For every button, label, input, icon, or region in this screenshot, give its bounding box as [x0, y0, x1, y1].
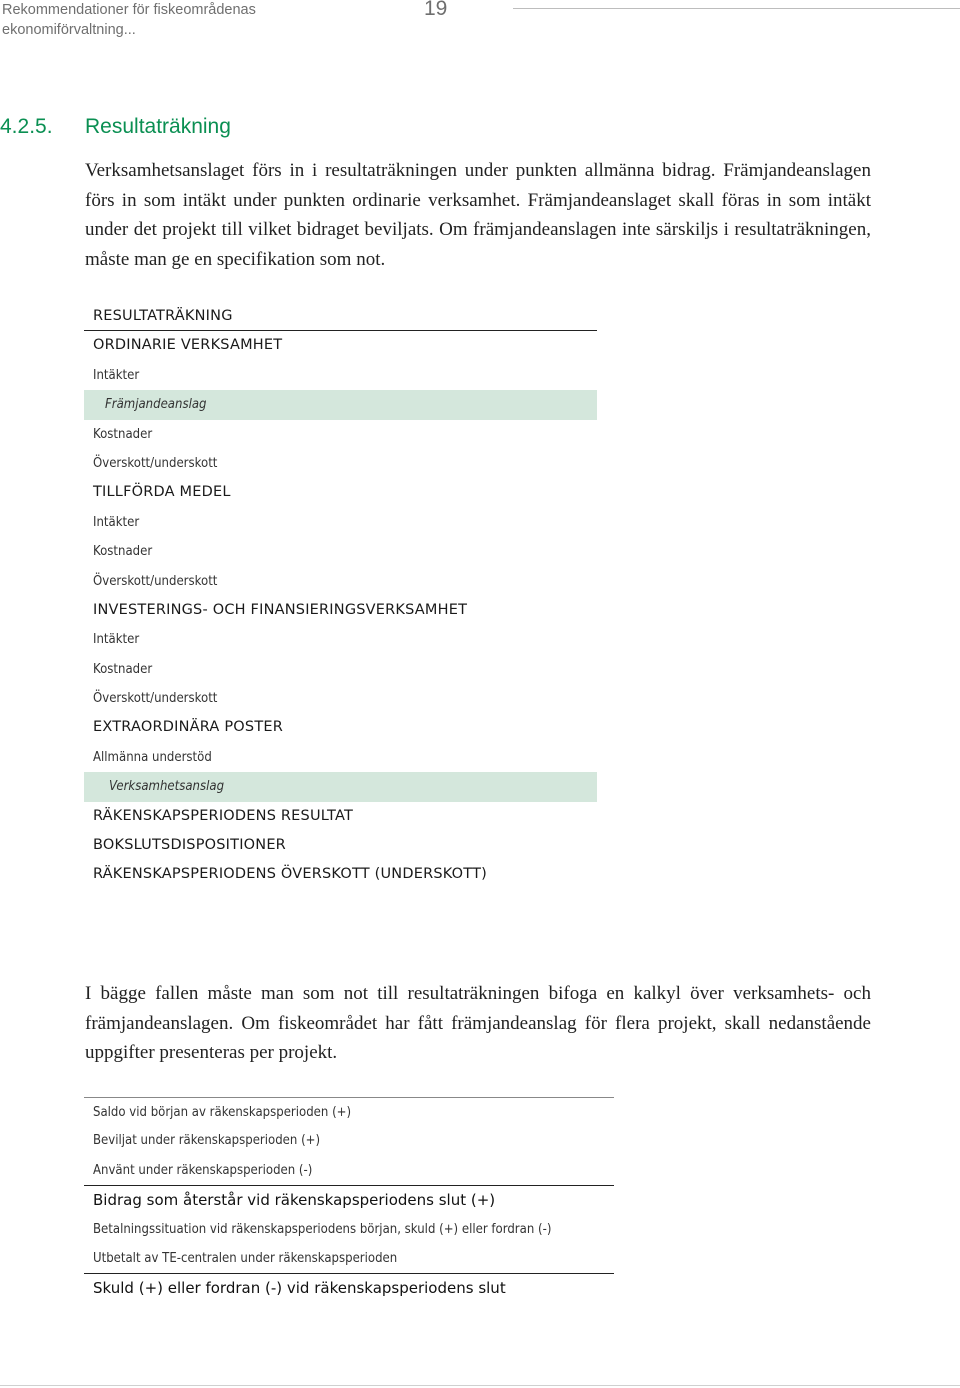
income-statement-row: [84, 478, 597, 507]
running-title-line1: Rekommendationer för fiskeområdenas: [2, 2, 256, 18]
section-number: 4.2.5.: [0, 115, 53, 138]
income-statement-row-label: Verksamhetsanslag: [109, 778, 225, 795]
income-statement-row: [84, 537, 597, 566]
income-statement-row-label: TILLFÖRDA MEDEL: [93, 484, 231, 501]
income-statement-row-label: INVESTERINGS- OCH FINANSIERINGSVERKSAMHET: [93, 601, 468, 618]
running-title-line2: ekonomiförvaltning...: [2, 22, 136, 38]
income-statement-row: [84, 390, 597, 419]
income-statement-row: [84, 567, 597, 596]
grant-specification-row: [84, 1273, 614, 1302]
grant-specification-row-label: Skuld (+) eller fordran (-) vid räkenskapsperiodens slut: [93, 1279, 506, 1298]
income-statement-row: [84, 331, 597, 360]
income-statement-row: [84, 625, 597, 654]
grant-specification-row-label: Bidrag som återstår vid räkenskapsperiodens slut (+): [93, 1191, 496, 1210]
income-statement-row: [84, 302, 597, 331]
income-statement-row-label: Intäkter: [93, 631, 140, 648]
income-statement-row-label: RESULTATRÄKNING: [93, 308, 233, 324]
income-statement-row: [84, 361, 597, 390]
income-statement-row-label: Kostnader: [93, 660, 153, 677]
income-statement-row-label: Främjandeanslag: [105, 396, 207, 413]
income-statement-row-label: EXTRAORDINÄRA POSTER: [93, 719, 284, 736]
income-statement-row-label: Intäkter: [93, 513, 140, 530]
grant-specification-row-label: Beviljat under räkenskapsperioden (+): [93, 1132, 321, 1149]
section-title: Resultaträkning: [85, 115, 231, 138]
grant-specification-row: [84, 1126, 614, 1155]
income-statement-row: [84, 802, 597, 831]
grant-specification-row: [84, 1215, 614, 1244]
header-rule: [513, 8, 960, 9]
income-statement-row-label: Kostnader: [93, 425, 153, 442]
income-statement-row: [84, 420, 597, 449]
income-statement-row-label: ORDINARIE VERKSAMHET: [93, 337, 283, 354]
page-number: 19: [424, 0, 448, 20]
income-statement-row-label: RÄKENSKAPSPERIODENS RESULTAT: [93, 807, 354, 824]
income-statement-row: [84, 655, 597, 684]
grant-specification-row-label: Använt under räkenskapsperioden (-): [93, 1161, 313, 1178]
income-statement-row: [84, 772, 597, 801]
page-header: [0, 0, 960, 40]
grant-specification-row-label: Utbetalt av TE-centralen under räkenskapsperioden: [93, 1249, 398, 1266]
income-statement-row-label: RÄKENSKAPSPERIODENS ÖVERSKOTT (UNDERSKOTT): [93, 866, 487, 883]
income-statement-row-label: BOKSLUTSDISPOSITIONER: [93, 837, 286, 854]
income-statement-row-label: Överskott/underskott: [93, 572, 218, 589]
income-statement-row: [84, 743, 597, 772]
income-statement-row-label: Kostnader: [93, 543, 153, 560]
grant-specification-row-label: Betalningssituation vid räkenskapsperiodens början, skuld (+) eller fordran (-): [93, 1220, 552, 1237]
income-statement-row-label: Allmänna understöd: [93, 748, 212, 765]
grant-specification-row: [84, 1156, 614, 1185]
income-statement-row: [84, 684, 597, 713]
intro-paragraph: Verksamhetsanslaget förs in i resultaträkningen under punkten allmänna bidrag. Främjandeanslagen förs in som intäkt under punkten ordinarie verksamhet. Främjandeanslaget skall föras in som intäkt under det projekt till vilket bidraget beviljats. Om främjandeanslagen inte särskiljs i resultaträkningen, måste man ge en specifikation som not.: [85, 160, 871, 270]
income-statement-row: [84, 508, 597, 537]
income-statement-row: [84, 831, 597, 860]
grant-specification-row: [84, 1244, 614, 1273]
income-statement-row: [84, 449, 597, 478]
grant-specification-row: [84, 1185, 614, 1214]
running-title: [2, 0, 256, 40]
grant-specification-row: [84, 1097, 614, 1126]
grant-specification-table: [84, 1097, 614, 1303]
income-statement-row: [84, 596, 597, 625]
income-statement-row-label: Intäkter: [93, 366, 140, 383]
income-statement-row: [84, 860, 597, 889]
income-statement-row-label: Överskott/underskott: [93, 454, 218, 471]
grant-specification-row-label: Saldo vid början av räkenskapsperioden (+): [93, 1104, 352, 1120]
income-statement-row: [84, 713, 597, 742]
page-bottom-rule: [0, 1385, 960, 1386]
income-statement-row-label: Överskott/underskott: [93, 690, 218, 707]
income-statement-table: [84, 302, 597, 890]
note-paragraph: I bägge fallen måste man som not till resultaträkningen bifoga en kalkyl över verksamhets- och främjandeanslagen. Om fiskeområdet har fått främjandeanslag för flera projekt, skall nedanstående uppgifter presenteras per projekt.: [85, 983, 871, 1063]
